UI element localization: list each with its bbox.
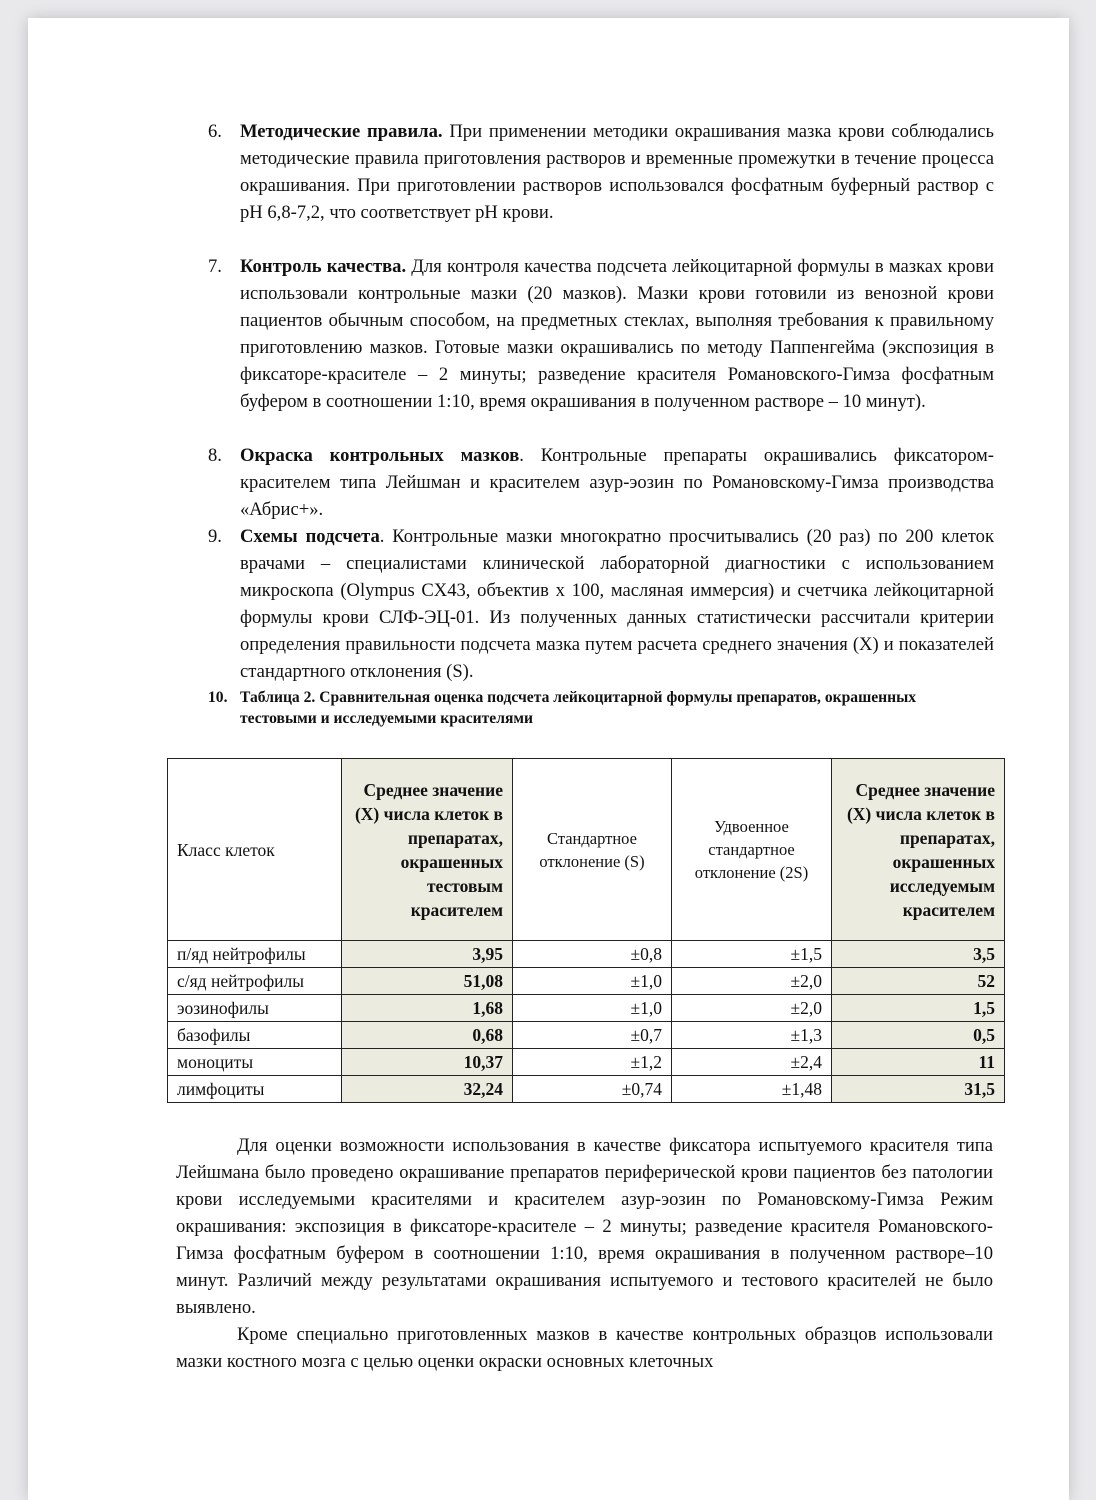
table-row xyxy=(168,1022,1005,1049)
list-item-7 xyxy=(208,253,994,415)
cell-studied-mean: 1,5 xyxy=(832,995,1005,1022)
caption-text: Таблица 2. Сравнительная оценка подсчета лейкоцитарной формулы препаратов, окрашенных тестовыми и исследуемыми красителями xyxy=(240,689,917,727)
caption-number: 10. xyxy=(208,689,228,706)
list-item-6 xyxy=(208,118,994,226)
header-cell-studied-mean: Среднее значение (Х) числа клеток в препаратах, окрашенных исследуемым красителем xyxy=(832,759,1005,941)
cell-std-dev: ±1,0 xyxy=(513,995,672,1022)
header-cell-std-dev: Стандартное отклонение (S) xyxy=(513,759,672,941)
cell-test-mean: 32,24 xyxy=(342,1076,513,1103)
table-caption xyxy=(208,687,994,729)
cell-class: с/яд нейтрофилы xyxy=(168,968,342,995)
cell-studied-mean: 11 xyxy=(832,1049,1005,1076)
list-item-text: . Контрольные препараты окрашивались фиксатором-красителем типа Лейшман и красителем азур-эозин по Романовскому-Гимза производства «Абрис+». xyxy=(240,445,994,520)
cell-test-mean: 10,37 xyxy=(342,1049,513,1076)
list-item-text: При применении методики окрашивания мазка крови соблюдались методические правила приготовления растворов и временные промежутки в течение процесса окрашивания. При приготовлении растворов использовался фосфатным буферный раствор с рН 6,8-7,2, что соответствует рН крови. xyxy=(240,121,994,223)
list-item-title: Контроль качества. xyxy=(240,256,407,277)
cell-std-dev: ±0,8 xyxy=(513,941,672,968)
cell-test-mean: 1,68 xyxy=(342,995,513,1022)
header-cell-class: Класс клеток xyxy=(168,759,342,941)
list-item-title: Методические правила. xyxy=(240,121,443,142)
cell-studied-mean: 52 xyxy=(832,968,1005,995)
list-number: 6. xyxy=(208,121,222,142)
table-row xyxy=(168,1076,1005,1103)
list-item-text: Для контроля качества подсчета лейкоцитарной формулы в мазках крови использовали контрольные мазки (20 мазков). Мазки крови готовили из венозной крови пациентов обычным способом, на предметных стеклах, выполняя требования к правильному приготовлению мазков. Готовые мазки окрашивались по методу Паппенгейма (экспозиция в фиксаторе-красителе – 2 минуты; разведение красителя Романовского-Гимза фосфатным буфером в соотношении 1:10, время окрашивания в полученном растворе – 10 минут). xyxy=(240,256,994,412)
list-number: 8. xyxy=(208,445,222,466)
comparison-table xyxy=(167,758,1005,1103)
cell-class: п/яд нейтрофилы xyxy=(168,941,342,968)
table-row xyxy=(168,968,1005,995)
cell-std-dev: ±1,0 xyxy=(513,968,672,995)
cell-class: лимфоциты xyxy=(168,1076,342,1103)
list-item-8 xyxy=(208,442,994,523)
cell-class: моноциты xyxy=(168,1049,342,1076)
list-number: 7. xyxy=(208,256,222,277)
table-header-row xyxy=(168,759,1005,941)
list-number: 9. xyxy=(208,526,222,547)
body-paragraph: Для оценки возможности использования в качестве фиксатора испытуемого красителя типа Лейшмана было проведено окрашивание препаратов периферической крови пациентов без патологии крови исследуемыми красителями и красителем азур-эозин по Романовскому-Гимза Режим окрашивания: экспозиция в фиксаторе-красителе – 2 минуты; разведение красителя Романовского-Гимза фосфатным буфером в соотношении 1:10, время окрашивания в полученном растворе–10 минут. Различий между результатами окрашивания испытуемого и тестового красителей не было выявлено. xyxy=(176,1135,993,1318)
cell-test-mean: 51,08 xyxy=(342,968,513,995)
cell-test-mean: 3,95 xyxy=(342,941,513,968)
cell-double-std-dev: ±1,48 xyxy=(672,1076,832,1103)
cell-class: эозинофилы xyxy=(168,995,342,1022)
cell-std-dev: ±1,2 xyxy=(513,1049,672,1076)
cell-std-dev: ±0,74 xyxy=(513,1076,672,1103)
cell-class: базофилы xyxy=(168,1022,342,1049)
cell-studied-mean: 31,5 xyxy=(832,1076,1005,1103)
list-item-title: Схемы подсчета xyxy=(240,526,380,547)
cell-double-std-dev: ±2,0 xyxy=(672,995,832,1022)
list-item-title: Окраска контрольных мазков xyxy=(240,445,520,466)
cell-std-dev: ±0,7 xyxy=(513,1022,672,1049)
cell-test-mean: 0,68 xyxy=(342,1022,513,1049)
cell-studied-mean: 0,5 xyxy=(832,1022,1005,1049)
cell-double-std-dev: ±1,5 xyxy=(672,941,832,968)
header-cell-test-mean: Среднее значение (Х) числа клеток в препаратах, окрашенных тестовым красителем xyxy=(342,759,513,941)
cell-double-std-dev: ±2,4 xyxy=(672,1049,832,1076)
document-page xyxy=(28,18,1069,1500)
table-row xyxy=(168,1049,1005,1076)
cell-double-std-dev: ±2,0 xyxy=(672,968,832,995)
list-item-9 xyxy=(208,523,994,685)
body-paragraph: Кроме специально приготовленных мазков в качестве контрольных образцов использовали мазки костного мозга с целью оценки окраски основных клеточных xyxy=(176,1324,993,1372)
cell-studied-mean: 3,5 xyxy=(832,941,1005,968)
table-row xyxy=(168,995,1005,1022)
header-cell-double-std-dev: Удвоенное стандартное отклонение (2S) xyxy=(672,759,832,941)
list-item-text: . Контрольные мазки многократно просчитывались (20 раз) по 200 клеток врачами – специалистами клинической лабораторной диагностики с использованием микроскопа (Olympus CX43, объектив х 100, масляная иммерсия) и счетчика лейкоцитарной формулы крови СЛФ-ЭЦ-01. Из полученных данных статистически рассчитали критерии определения правильности подсчета мазка путем расчета среднего значения (Х) и показателей стандартного отклонения (S). xyxy=(240,526,994,682)
cell-double-std-dev: ±1,3 xyxy=(672,1022,832,1049)
table-row xyxy=(168,941,1005,968)
